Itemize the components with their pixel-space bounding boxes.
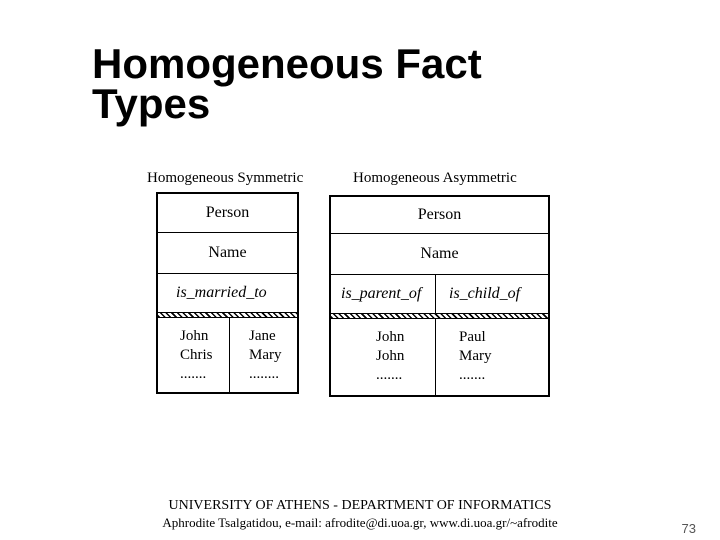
page-number: 73 xyxy=(681,521,696,536)
asymmetric-uniqueness-bar xyxy=(331,313,548,319)
symmetric-column-2 xyxy=(249,327,282,384)
symmetric-col2-value: Jane xyxy=(249,328,276,344)
symmetric-col1-value: John xyxy=(180,328,209,344)
asymmetric-label: Homogeneous Asymmetric xyxy=(353,170,517,186)
asymmetric-entity-row xyxy=(331,197,548,234)
symmetric-entity-label: Person xyxy=(205,204,250,221)
asymmetric-col2-value: Mary xyxy=(459,348,492,364)
symmetric-entity-row xyxy=(158,194,297,233)
asymmetric-column-1 xyxy=(376,328,404,385)
symmetric-fact-type-box xyxy=(156,192,299,394)
slide-title-line-1: Homogeneous Fact xyxy=(92,40,482,87)
asymmetric-column-divider xyxy=(435,275,436,395)
symmetric-attribute-label: Name xyxy=(208,244,247,261)
symmetric-role-row xyxy=(158,274,297,312)
symmetric-uniqueness-bar xyxy=(158,312,297,318)
symmetric-col1-value: ....... xyxy=(180,366,207,382)
symmetric-column-1 xyxy=(180,327,213,384)
asymmetric-role-row xyxy=(331,275,548,313)
asymmetric-fact-type-box xyxy=(329,195,550,397)
slide-title-line-2: Types xyxy=(92,80,211,127)
asymmetric-col1-value: John xyxy=(376,348,405,364)
asymmetric-col1-value: ....... xyxy=(376,367,403,383)
asymmetric-col2-value: Paul xyxy=(459,329,486,345)
symmetric-col1-value: Chris xyxy=(180,347,213,363)
asymmetric-attribute-row xyxy=(331,234,548,275)
asymmetric-role-2-label: is_child_of xyxy=(449,285,521,302)
asymmetric-attribute-label: Name xyxy=(420,245,459,262)
asymmetric-col1-value: John xyxy=(376,329,405,345)
asymmetric-col2-value: ....... xyxy=(459,367,486,383)
symmetric-col2-value: Mary xyxy=(249,347,282,363)
slide-title xyxy=(92,40,612,127)
asymmetric-column-2 xyxy=(459,328,492,385)
footer-author-contact: Aphrodite Tsalgatidou, e-mail: afrodite@di.uoa.gr, www.di.uoa.gr/~afrodite xyxy=(162,515,558,530)
symmetric-label: Homogeneous Symmetric xyxy=(147,170,304,186)
asymmetric-entity-label: Person xyxy=(417,206,462,223)
footer-university: UNIVERSITY OF ATHENS - DEPARTMENT OF INFORMATICS xyxy=(168,498,552,513)
symmetric-role-label: is_married_to xyxy=(176,284,267,301)
symmetric-attribute-row xyxy=(158,233,297,274)
symmetric-col2-value: ........ xyxy=(249,366,279,382)
asymmetric-role-1-label: is_parent_of xyxy=(341,285,422,302)
symmetric-column-divider xyxy=(229,318,230,392)
